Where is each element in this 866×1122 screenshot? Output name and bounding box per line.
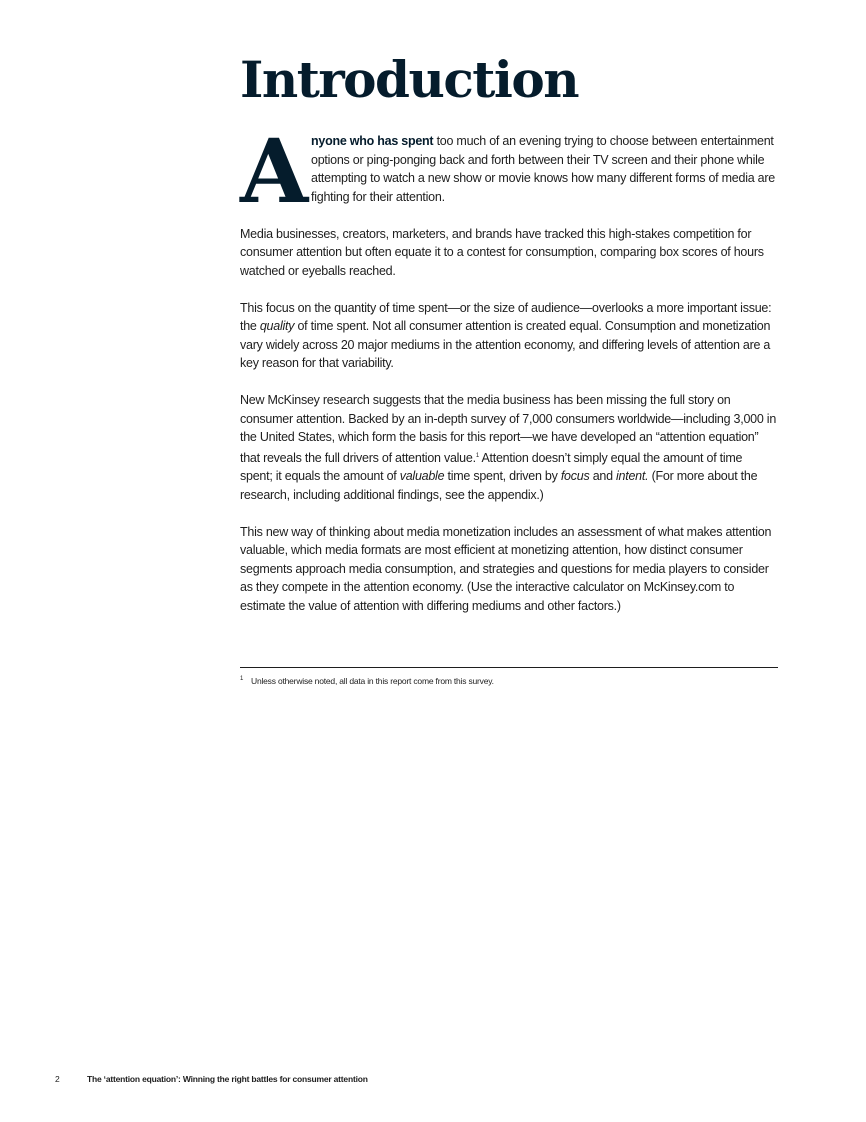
- page-footer: [55, 1074, 368, 1085]
- lead-text: too much of an evening trying to choose between entertainment options or ping-ponging back and forth between their TV screen and their phone while attempting to watch a new show or movie knows how many different forms of media are fighting for their attention.: [311, 134, 775, 204]
- footnote-text: Unless otherwise noted, all data in this report come from this survey.: [251, 675, 494, 686]
- paragraph-3-emphasis: quality: [259, 319, 295, 333]
- paragraph-4-text-b: Attention doesn’t simply equal the amount of time spent; it equals the amount of: [240, 450, 743, 484]
- paragraph-4-text-a: New McKinsey research suggests that the media business has been missing the full story on consumer attention. Backed by an in-depth survey of 7,000 consumers worldwide—including 3,000 in the United States, which form the basis for this report—we have developed an “attention equation” that reveals the full drivers of attention value.: [240, 393, 777, 465]
- paragraph-3-text-b: of time spent. Not all consumer attention is created equal. Consumption and monetization vary widely across 20 major mediums in the attention economy, and differing levels of attention are a key reason for that variability.: [240, 319, 771, 370]
- paragraph-4-text-d: and: [589, 469, 617, 484]
- paragraph-4: [240, 391, 778, 504]
- footer-title: The ‘attention equation’: Winning the right battles for consumer attention: [87, 1074, 368, 1084]
- footnote-reference: 1: [475, 452, 479, 459]
- paragraph-4-text-c: time spent, driven by: [444, 469, 561, 484]
- lead-paragraph: [240, 119, 778, 223]
- paragraph-3-text-a: This focus on the quantity of time spent—or the size of audience—overlooks a more important issue: the: [240, 300, 772, 333]
- footnote-divider: [240, 667, 778, 668]
- footnote: [240, 674, 494, 687]
- paragraph-5: This new way of thinking about media monetization includes an assessment of what makes attention valuable, which media formats are most efficient at monetizing attention, how distinct consumer segments approach media consumption, and strategies and questions for media players to consider as they compete in the attention economy. (Use the interactive calculator on McKinsey.com to estimate the value of attention with differing mediums and other factors.): [240, 524, 772, 613]
- paragraph-4-emphasis-valuable: valuable: [399, 469, 445, 484]
- page-title: Introduction: [240, 50, 579, 109]
- paragraph-2: Media businesses, creators, marketers, and brands have tracked this high-stakes competition for consumer attention but often equate it to a contest for consumption, comparing box scores of hours watched or eyeballs reached.: [240, 226, 764, 278]
- paragraph-4-text-e: (For more about the research, including additional findings, see the appendix.): [240, 469, 758, 502]
- paragraph-4-emphasis-focus: focus: [560, 469, 590, 484]
- body-text: [240, 119, 778, 634]
- drop-cap: A: [240, 119, 309, 223]
- page-number: 2: [55, 1074, 60, 1084]
- lead-bold-text: nyone who has spent: [311, 134, 434, 148]
- footnote-number: 1: [240, 676, 244, 682]
- paragraph-3: [240, 299, 778, 373]
- paragraph-4-emphasis-intent: intent.: [616, 469, 649, 484]
